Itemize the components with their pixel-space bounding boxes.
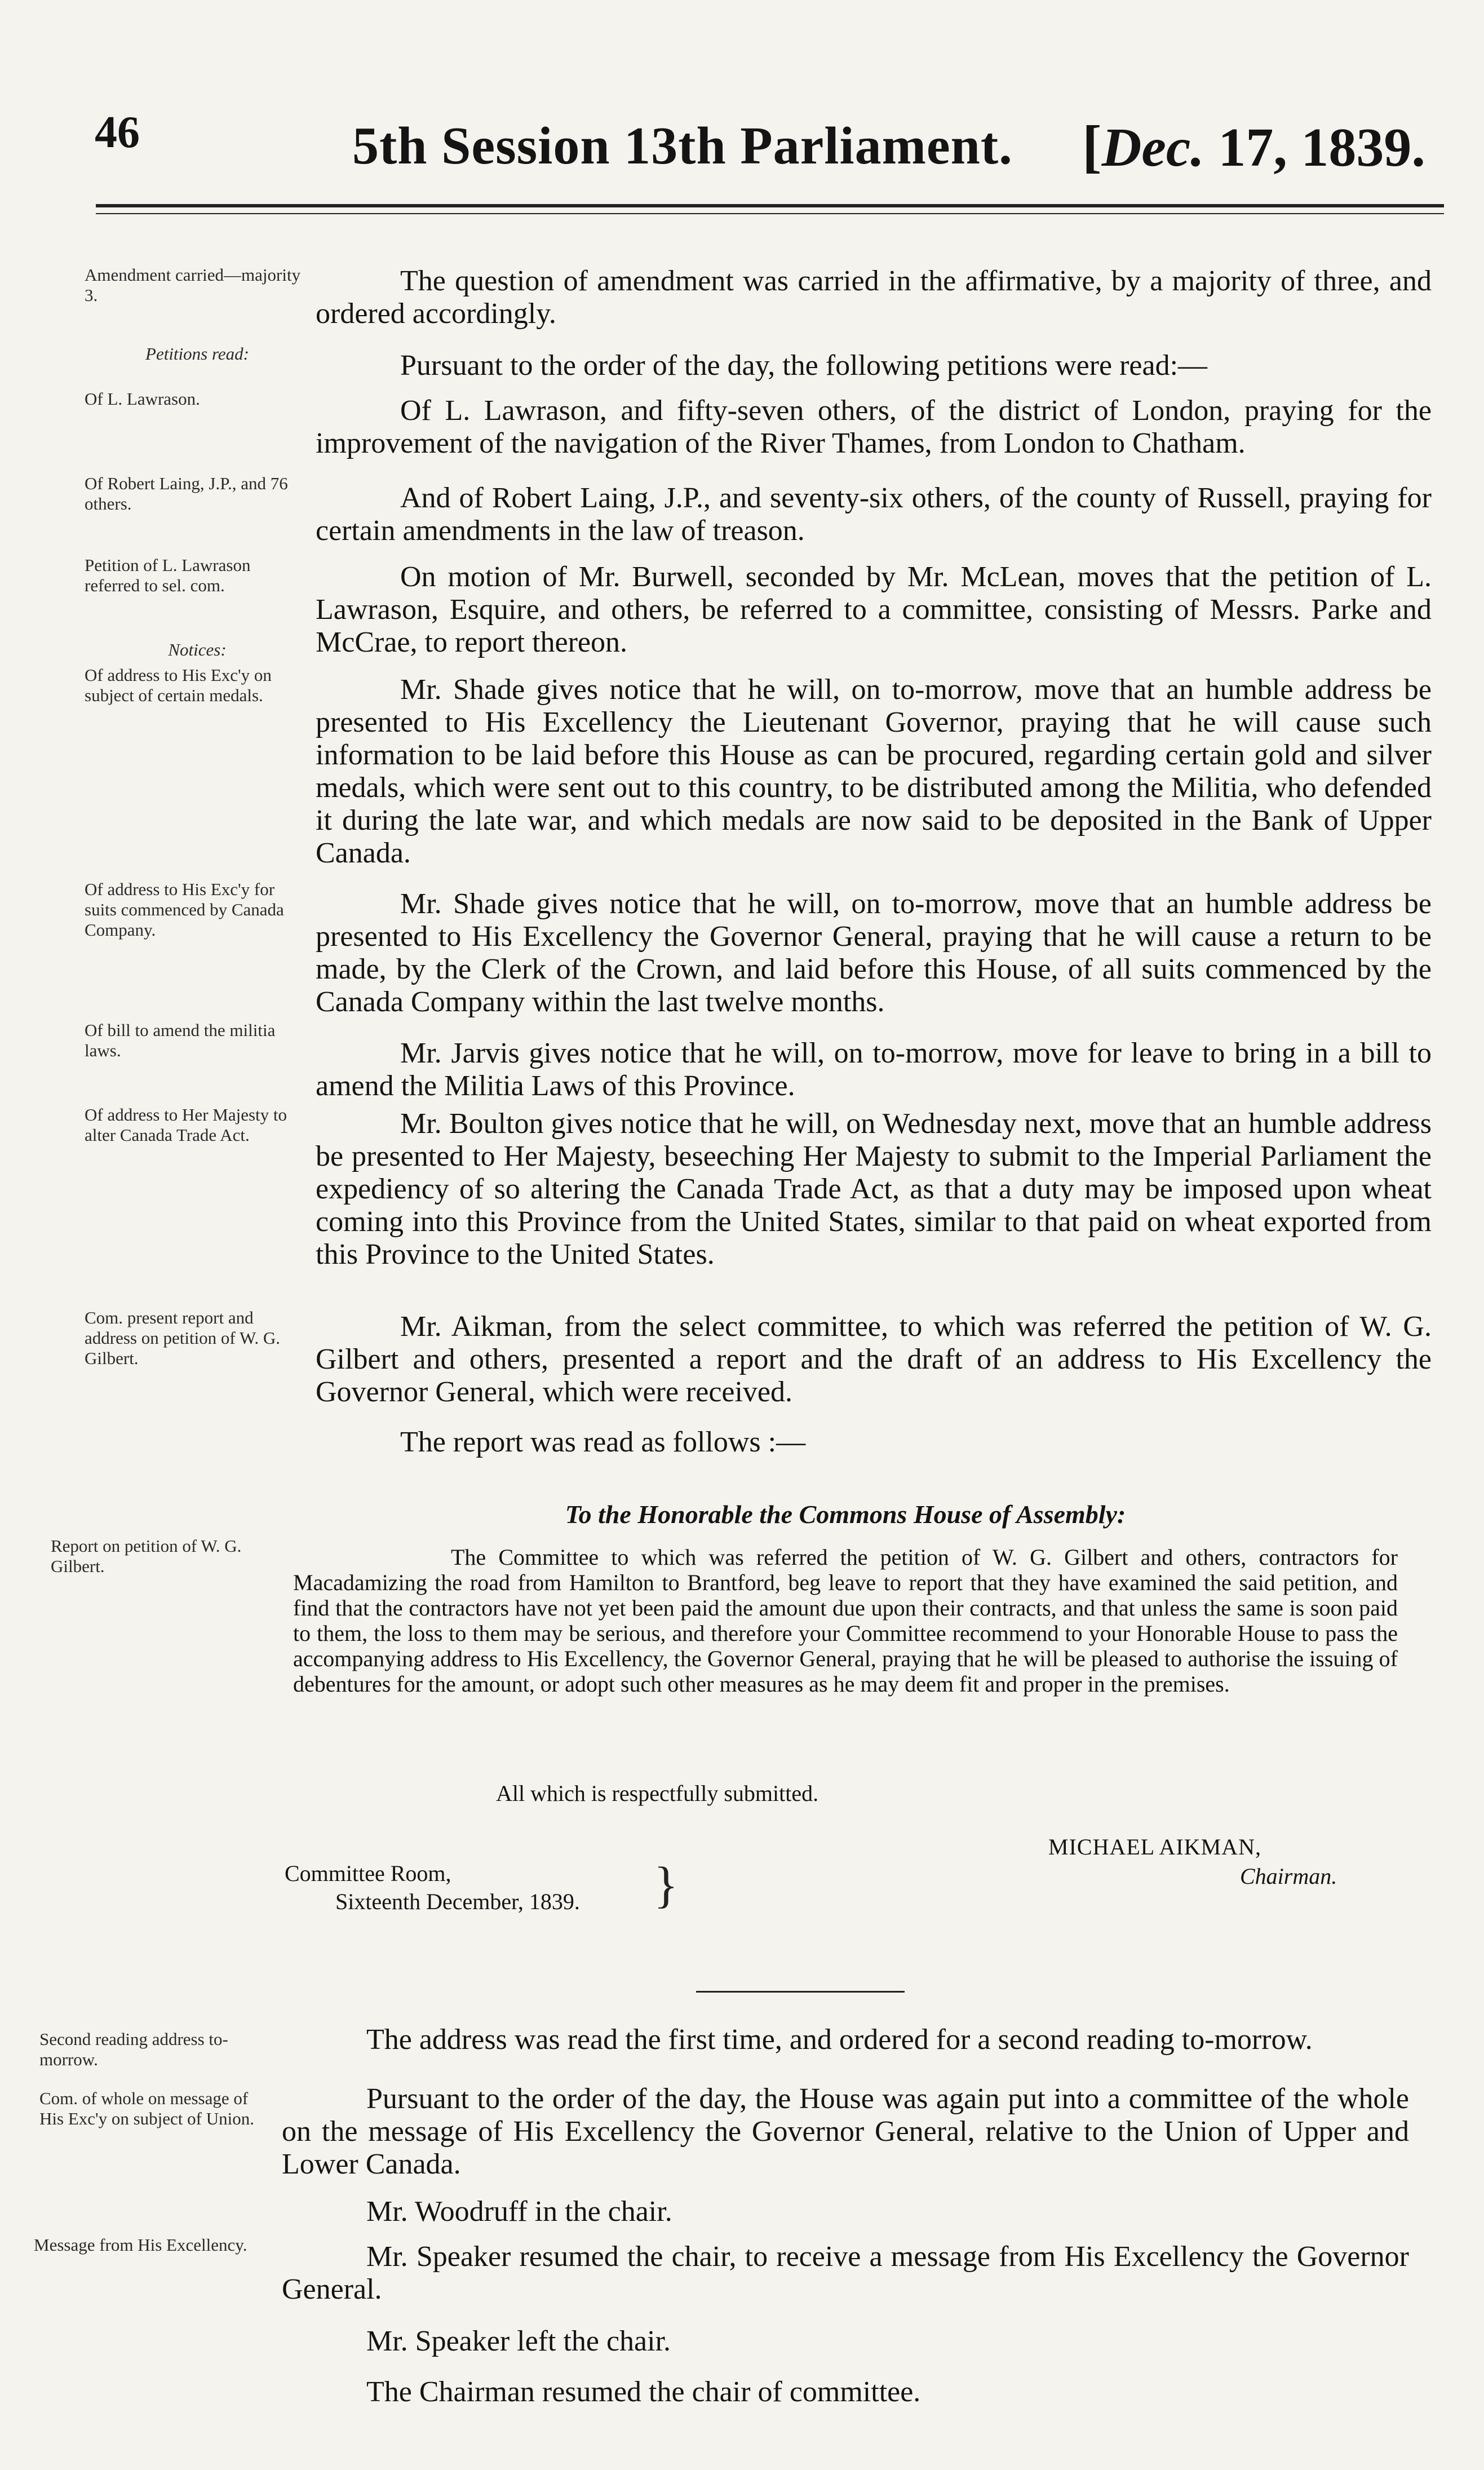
committee-room: Committee Room, (285, 1861, 451, 1886)
margin-note-canada-company: Of address to His Exc'y for suits commenced by Canada Company. (85, 879, 284, 940)
margin-note-lawrason-referred: Petition of L. Lawrason referred to sel. com. (85, 555, 251, 595)
margin-note-second-reading: Second reading address to-morrow. (39, 2029, 228, 2069)
page-title: 5th Session 13th Parliament. (352, 117, 1013, 175)
paragraph-lawrason: Of L. Lawrason, and fifty-seven others, of the district of London, praying for the improvement of the navigation of the River Thames, from London to Chatham. (316, 395, 1432, 459)
paragraph-woodruff-chair: Mr. Woodruff in the chair. (366, 2195, 672, 2228)
margin-note-notices: Notices: (168, 640, 227, 659)
page-number: 46 (95, 108, 140, 157)
paragraph-speaker-resumed: Mr. Speaker resumed the chair, to receive a message from His Excellency the Governor General. (282, 2241, 1409, 2305)
paragraph-speaker-left: Mr. Speaker left the chair. (366, 2325, 671, 2357)
paragraph-shade-canada-company: Mr. Shade gives notice that he will, on to-morrow, move that an humble address be presented to His Excellency the Governor General, praying that he will cause a return to be made, by the Clerk of the Crown, and laid before this House, of all suits commenced by the Canada Company within the last twelve months. (316, 888, 1432, 1018)
paragraph-petitions-read: Pursuant to the order of the day, the following petitions were read:— (400, 349, 1208, 382)
paragraph-union-committee: Pursuant to the order of the day, the House was again put into a committee of the whole on the message of His Excellency the Governor General, relative to the Union of Upper and Lower Canada. (282, 2083, 1409, 2180)
header-rule-thick (96, 204, 1444, 207)
margin-note-medals: Of address to His Exc'y on subject of certain medals. (85, 665, 272, 705)
section-divider (696, 1991, 905, 1993)
margin-note-report-petition: Report on petition of W. G. Gilbert. (51, 1536, 242, 1576)
header-rule-thin (96, 213, 1444, 214)
margin-note-lawrason: Of L. Lawrason. (85, 389, 200, 409)
report-body: The Committee to which was referred the petition of W. G. Gilbert and others, contractors for Macadamizing the road from Hamilton to Brantford, beg leave to report that they have examined the said petition, and find that the contractors have not yet been paid the amount due upon their contracts, and that unless the same is soon paid to them, the loss to them may be serious, and therefore your Committee recommend to your Honorable House to pass the accompanying address to His Excellency, the Governor General, praying that he will be pleased to authorise the issuing of debentures for the amount, or adopt such other measures as he may deem fit and proper in the premises. (293, 1544, 1398, 1697)
paragraph-report-read: The report was read as follows :— (400, 1426, 806, 1458)
paragraph-aikman-report: Mr. Aikman, from the select committee, to which was referred the petition of W. G. Gilbert and others, presented a report and the draft of an address to His Excellency the Governor General, which were received. (316, 1311, 1432, 1408)
margin-note-amendment: Amendment carried—majority 3. (85, 265, 301, 305)
date-month: Dec. (1101, 117, 1204, 178)
paragraph-burwell-motion: On motion of Mr. Burwell, seconded by Mr. McLean, moves that the petition of L. Lawrason, Esquire, and others, be referred to a committee, consisting of Messrs. Parke and McCrae, to report thereon. (316, 561, 1432, 658)
page-date (1082, 113, 1425, 180)
margin-note-militia: Of bill to amend the militia laws. (85, 1020, 276, 1060)
signature-title: Chairman. (1240, 1863, 1337, 1889)
margin-note-message: Message from His Excellency. (34, 2235, 247, 2255)
paragraph-boulton-trade-act: Mr. Boulton gives notice that he will, on Wednesday next, move that an humble address be presented to Her Majesty, beseeching Her Majesty to submit to the Imperial Parliament the expediency of so altering the Canada Trade Act, as that a duty may be imposed upon wheat coming into this Province from the United States, similar to that paid on wheat exported from this Province to the United States. (316, 1108, 1432, 1271)
margin-note-petitions-read: Petitions read: (145, 344, 249, 364)
paragraph-amendment: The question of amendment was carried in the affirmative, by a majority of three, and ordered accordingly. (316, 265, 1432, 330)
committee-date: Sixteenth December, 1839. (335, 1889, 580, 1914)
paragraph-jarvis-militia: Mr. Jarvis gives notice that he will, on to-morrow, move for leave to bring in a bill to amend the Militia Laws of this Province. (316, 1037, 1432, 1102)
report-submitted: All which is respectfully submitted. (496, 1781, 819, 1806)
signature-name: MICHAEL AIKMAN, (1048, 1834, 1261, 1860)
date-bracket: [ (1082, 114, 1102, 179)
paragraph-chairman-resumed: The Chairman resumed the chair of committee. (366, 2376, 921, 2408)
brace-mark: } (654, 1857, 679, 1913)
margin-note-union: Com. of whole on message of His Exc'y on subject of Union. (39, 2088, 254, 2128)
date-rest: 17, 1839. (1204, 117, 1425, 178)
paragraph-shade-medals: Mr. Shade gives notice that he will, on to-morrow, move that an humble address be presented to His Excellency the Lieutenant Governor, praying that he will cause such information to be laid before this House as can be procured, regarding certain gold and silver medals, which were sent out to this country, to be distributed among the Militia, who defended it during the late war, and which medals are now said to be deposited in the Bank of Upper Canada. (316, 674, 1432, 869)
margin-note-trade-act: Of address to Her Majesty to alter Canada Trade Act. (85, 1105, 287, 1145)
paragraph-second-reading: The address was read the first time, and ordered for a second reading to-morrow. (366, 2024, 1313, 2056)
report-title: To the Honorable the Commons House of Assembly: (565, 1500, 1126, 1529)
margin-note-gilbert-report: Com. present report and address on petition of W. G. Gilbert. (85, 1308, 280, 1368)
margin-note-laing: Of Robert Laing, J.P., and 76 others. (85, 473, 288, 514)
paragraph-laing: And of Robert Laing, J.P., and seventy-six others, of the county of Russell, praying for certain amendments in the law of treason. (316, 482, 1432, 547)
